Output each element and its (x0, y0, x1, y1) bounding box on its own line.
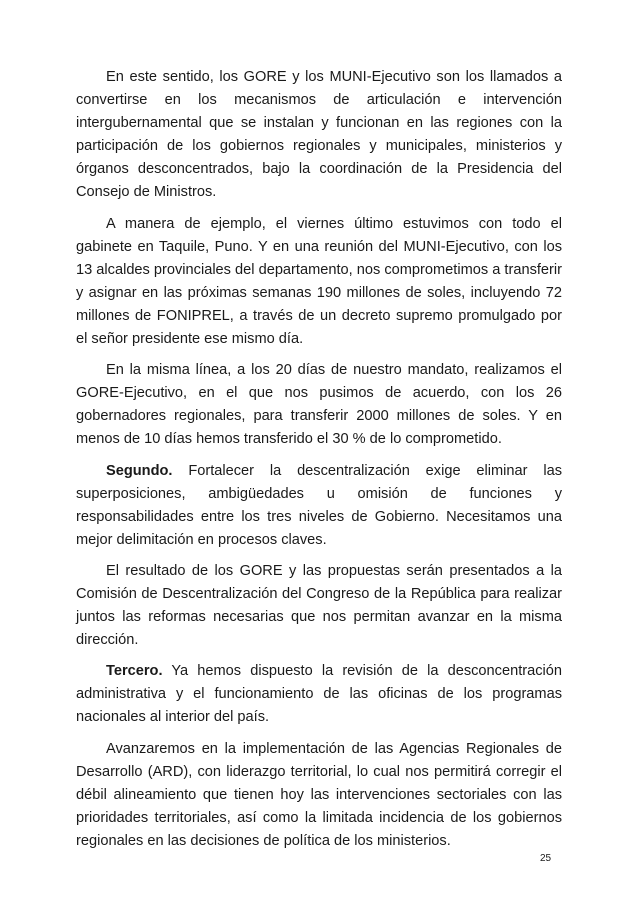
paragraph (76, 660, 562, 729)
paragraph (76, 560, 562, 652)
paragraph (76, 359, 562, 451)
paragraph-lead: Tercero. (106, 663, 163, 680)
paragraph-text: El resultado de los GORE y las propuestas serán presentados a la Comisión de Descentralización del Congreso de la República para realizar juntos las reformas necesarias que nos permitan avanzar en la misma dirección. (76, 562, 562, 649)
paragraph (76, 738, 562, 853)
paragraph-text: Avanzaremos en la implementación de las Agencias Regionales de Desarrollo (ARD), con liderazgo territorial, lo cual nos permitirá corregir el débil alineamiento que tienen hoy las intervenciones sectoriales con las prioridades territoriales, así como la limitada incidencia de los gobiernos regionales en las decisiones de política de los ministerios. (76, 740, 562, 849)
document-page (76, 66, 562, 861)
paragraph (76, 213, 562, 352)
paragraph-text: En la misma línea, a los 20 días de nuestro mandato, realizamos el GORE-Ejecutivo, en el que nos pusimos de acuerdo, con los 26 gobernadores regionales, para transferir 2000 millones de soles. Y en menos de 10 días hemos transferido el 30 % de lo comprometido. (76, 362, 562, 448)
paragraph-text: Ya hemos dispuesto la revisión de la desconcentración administrativa y el funcionamiento de las oficinas de los programas nacionales al interior del país. (76, 663, 562, 726)
paragraph (76, 66, 562, 205)
paragraph (76, 460, 562, 552)
paragraph-lead: Segundo. (106, 462, 173, 479)
page-number: 25 (540, 853, 552, 864)
paragraph-text: A manera de ejemplo, el viernes último estuvimos con todo el gabinete en Taquile, Puno. Y en una reunión del MUNI-Ejecutivo, con los 13 alcaldes provinciales del departamento, nos comprometimos a transferir y asignar en las próximas semanas 190 millones de soles, incluyendo 72 millones de FONIPREL, a través de un decreto supremo promulgado por el señor presidente ese mismo día. (76, 215, 562, 348)
paragraph-text: En este sentido, los GORE y los MUNI-Ejecutivo son los llamados a convertirse en los mecanismos de articulación e intervención intergubernamental que se instalan y funcionan en las regiones con la participación de los gobiernos regionales y municipales, ministerios y órganos desconcentrados, bajo la coordinación de la Presidencia del Consejo de Ministros. (76, 69, 562, 201)
paragraph-text: Fortalecer la descentralización exige eliminar las superposiciones, ambigüedades u omisión de funciones y responsabilidades entre los tres niveles de Gobierno. Necesitamos una mejor delimitación en procesos claves. (76, 462, 562, 548)
